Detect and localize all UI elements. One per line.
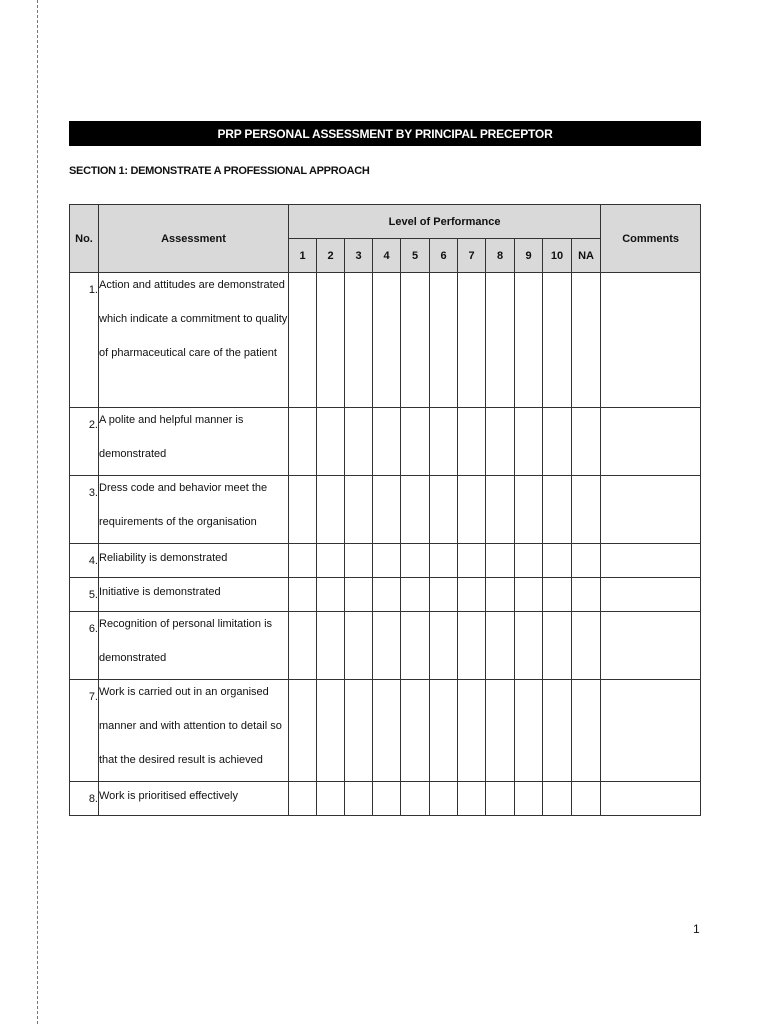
page-cut-line <box>37 0 38 1024</box>
rating-cell-6[interactable] <box>430 680 458 782</box>
rating-cell-8[interactable] <box>486 578 515 612</box>
comments-cell[interactable] <box>601 476 701 544</box>
row-number-cell <box>70 578 99 612</box>
row-number: 1. <box>88 284 98 296</box>
header-level-na: NA <box>572 239 601 273</box>
rating-cell-8[interactable] <box>486 612 515 680</box>
rating-cell-6[interactable] <box>430 612 458 680</box>
rating-cell-4[interactable] <box>373 680 401 782</box>
rating-cell-3[interactable] <box>345 544 373 578</box>
row-number: 2. <box>88 419 98 431</box>
table-row <box>70 544 701 578</box>
assessment-text: Reliability is demonstrated <box>99 552 228 564</box>
rating-cell-9[interactable] <box>515 544 543 578</box>
rating-cell-7[interactable] <box>458 544 486 578</box>
rating-cell-4[interactable] <box>373 612 401 680</box>
row-number: 6. <box>88 623 98 635</box>
comments-cell[interactable] <box>601 578 701 612</box>
rating-cell-1[interactable] <box>289 273 317 408</box>
row-number-cell <box>70 476 99 544</box>
rating-cell-10[interactable] <box>543 273 572 408</box>
rating-cell-1[interactable] <box>289 612 317 680</box>
header-level-8: 8 <box>486 239 515 273</box>
rating-cell-6[interactable] <box>430 476 458 544</box>
row-number-cell <box>70 273 99 408</box>
rating-cell-8[interactable] <box>486 408 515 476</box>
rating-cell-na[interactable] <box>572 408 601 476</box>
assessment-text: Work is prioritised effectively <box>99 790 238 802</box>
page-number: 1 <box>693 922 700 936</box>
assessment-cell <box>99 782 289 816</box>
row-number-cell <box>70 782 99 816</box>
header-level-1: 1 <box>289 239 317 273</box>
rating-cell-2[interactable] <box>317 544 345 578</box>
assessment-text: Action and attitudes are demonstrated which indicate a commitment to quality of pharmaceutical care of the patient <box>99 279 288 359</box>
comments-cell[interactable] <box>601 612 701 680</box>
table-row <box>70 476 701 544</box>
rating-cell-2[interactable] <box>317 273 345 408</box>
rating-cell-9[interactable] <box>515 782 543 816</box>
rating-cell-na[interactable] <box>572 782 601 816</box>
rating-cell-4[interactable] <box>373 273 401 408</box>
rating-cell-na[interactable] <box>572 476 601 544</box>
header-level-6: 6 <box>430 239 458 273</box>
comments-cell[interactable] <box>601 544 701 578</box>
assessment-text: Initiative is demonstrated <box>99 586 221 598</box>
header-level-9: 9 <box>515 239 543 273</box>
rating-cell-8[interactable] <box>486 544 515 578</box>
rating-cell-7[interactable] <box>458 408 486 476</box>
assessment-table <box>69 204 701 816</box>
rating-cell-na[interactable] <box>572 578 601 612</box>
rating-cell-5[interactable] <box>401 273 430 408</box>
rating-cell-10[interactable] <box>543 612 572 680</box>
rating-cell-3[interactable] <box>345 476 373 544</box>
rating-cell-na[interactable] <box>572 273 601 408</box>
rating-cell-5[interactable] <box>401 782 430 816</box>
rating-cell-4[interactable] <box>373 476 401 544</box>
row-number: 5. <box>88 589 98 601</box>
assessment-text: Dress code and behavior meet the requirements of the organisation <box>99 482 268 528</box>
rating-cell-3[interactable] <box>345 273 373 408</box>
row-number-cell <box>70 680 99 782</box>
header-no: No. <box>70 205 99 273</box>
row-number: 8. <box>88 793 98 805</box>
rating-cell-1[interactable] <box>289 476 317 544</box>
assessment-cell <box>99 408 289 476</box>
row-number: 3. <box>88 487 98 499</box>
rating-cell-10[interactable] <box>543 408 572 476</box>
rating-cell-6[interactable] <box>430 578 458 612</box>
assessment-cell <box>99 273 289 408</box>
rating-cell-1[interactable] <box>289 544 317 578</box>
rating-cell-1[interactable] <box>289 680 317 782</box>
rating-cell-4[interactable] <box>373 578 401 612</box>
rating-cell-9[interactable] <box>515 408 543 476</box>
rating-cell-10[interactable] <box>543 578 572 612</box>
rating-cell-9[interactable] <box>515 273 543 408</box>
row-number: 4. <box>88 555 98 567</box>
rating-cell-8[interactable] <box>486 273 515 408</box>
table-row <box>70 273 701 408</box>
row-number-cell <box>70 612 99 680</box>
rating-cell-2[interactable] <box>317 476 345 544</box>
header-assessment: Assessment <box>99 205 289 273</box>
rating-cell-10[interactable] <box>543 476 572 544</box>
table-row <box>70 612 701 680</box>
header-level-10: 10 <box>543 239 572 273</box>
assessment-cell <box>99 612 289 680</box>
rating-cell-9[interactable] <box>515 680 543 782</box>
comments-cell[interactable] <box>601 273 701 408</box>
rating-cell-1[interactable] <box>289 782 317 816</box>
row-number-cell <box>70 408 99 476</box>
row-number-cell <box>70 544 99 578</box>
header-level-7: 7 <box>458 239 486 273</box>
rating-cell-4[interactable] <box>373 782 401 816</box>
rating-cell-8[interactable] <box>486 680 515 782</box>
rating-cell-7[interactable] <box>458 578 486 612</box>
rating-cell-2[interactable] <box>317 578 345 612</box>
rating-cell-3[interactable] <box>345 680 373 782</box>
rating-cell-1[interactable] <box>289 578 317 612</box>
comments-cell[interactable] <box>601 680 701 782</box>
assessment-rows <box>70 273 701 816</box>
comments-cell[interactable] <box>601 782 701 816</box>
rating-cell-5[interactable] <box>401 408 430 476</box>
rating-cell-5[interactable] <box>401 612 430 680</box>
rating-cell-na[interactable] <box>572 544 601 578</box>
rating-cell-8[interactable] <box>486 476 515 544</box>
rating-cell-7[interactable] <box>458 612 486 680</box>
row-number: 7. <box>88 691 98 703</box>
rating-cell-5[interactable] <box>401 680 430 782</box>
rating-cell-3[interactable] <box>345 612 373 680</box>
table-row <box>70 408 701 476</box>
rating-cell-5[interactable] <box>401 544 430 578</box>
comments-cell[interactable] <box>601 408 701 476</box>
rating-cell-9[interactable] <box>515 476 543 544</box>
rating-cell-10[interactable] <box>543 680 572 782</box>
rating-cell-6[interactable] <box>430 544 458 578</box>
header-level-3: 3 <box>345 239 373 273</box>
rating-cell-8[interactable] <box>486 782 515 816</box>
rating-cell-5[interactable] <box>401 476 430 544</box>
header-level-5: 5 <box>401 239 430 273</box>
rating-cell-na[interactable] <box>572 612 601 680</box>
rating-cell-7[interactable] <box>458 680 486 782</box>
assessment-cell <box>99 476 289 544</box>
rating-cell-1[interactable] <box>289 408 317 476</box>
table-row <box>70 680 701 782</box>
rating-cell-7[interactable] <box>458 782 486 816</box>
rating-cell-7[interactable] <box>458 273 486 408</box>
rating-cell-3[interactable] <box>345 578 373 612</box>
rating-cell-7[interactable] <box>458 476 486 544</box>
document-title: PRP PERSONAL ASSESSMENT BY PRINCIPAL PRECEPTOR <box>69 121 701 146</box>
rating-cell-10[interactable] <box>543 544 572 578</box>
header-level-of-performance: Level of Performance <box>289 205 601 239</box>
header-level-4: 4 <box>373 239 401 273</box>
header-level-2: 2 <box>317 239 345 273</box>
assessment-cell <box>99 544 289 578</box>
rating-cell-9[interactable] <box>515 612 543 680</box>
assessment-cell <box>99 680 289 782</box>
rating-cell-3[interactable] <box>345 782 373 816</box>
table-row <box>70 782 701 816</box>
rating-cell-na[interactable] <box>572 680 601 782</box>
rating-cell-2[interactable] <box>317 782 345 816</box>
rating-cell-6[interactable] <box>430 408 458 476</box>
section-title: SECTION 1: DEMONSTRATE A PROFESSIONAL APPROACH <box>69 165 370 177</box>
rating-cell-6[interactable] <box>430 273 458 408</box>
assessment-text: A polite and helpful manner is demonstrated <box>99 414 244 460</box>
rating-cell-4[interactable] <box>373 544 401 578</box>
rating-cell-5[interactable] <box>401 578 430 612</box>
assessment-text: Recognition of personal limitation is demonstrated <box>99 618 273 664</box>
rating-cell-10[interactable] <box>543 782 572 816</box>
rating-cell-2[interactable] <box>317 680 345 782</box>
assessment-text: Work is carried out in an organised manner and with attention to detail so that the desired result is achieved <box>99 686 282 766</box>
rating-cell-4[interactable] <box>373 408 401 476</box>
rating-cell-3[interactable] <box>345 408 373 476</box>
header-comments: Comments <box>601 205 701 273</box>
rating-cell-9[interactable] <box>515 578 543 612</box>
rating-cell-2[interactable] <box>317 612 345 680</box>
rating-cell-6[interactable] <box>430 782 458 816</box>
rating-cell-2[interactable] <box>317 408 345 476</box>
